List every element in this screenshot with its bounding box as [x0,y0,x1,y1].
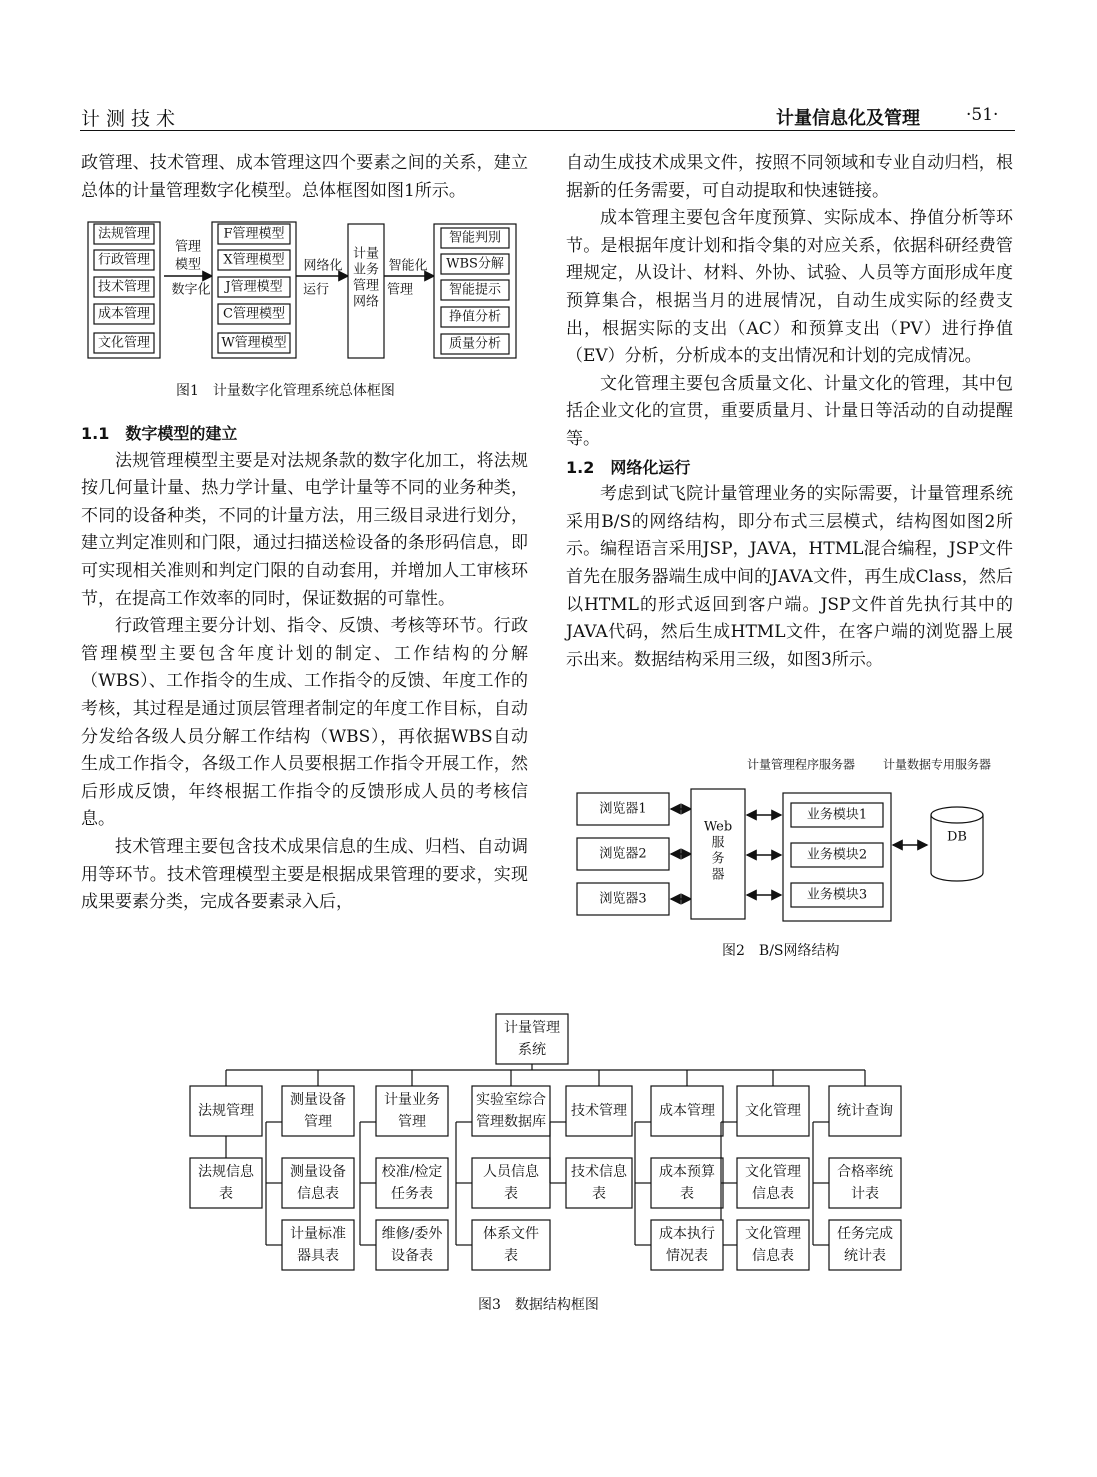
paragraph-technology: 技术管理主要包含技术成果信息的生成、归档、自动调用等环节。技术管理模型主要是根据成果管理的要求，实现成果要素分类，完成各要素录入后， [81,836,528,913]
browser-label: 浏览器3 [599,891,647,907]
network-box-label: 网络 [352,294,380,310]
module-label: 业务模块2 [806,847,868,863]
figure-3-data-structure [190,1010,910,1280]
level3-label: 法规信息 [198,1164,254,1180]
section-1-2-heading: 1.2 网络化运行 [566,457,691,477]
web-server-label: Web [703,819,733,835]
intro-paragraph: 政管理、技术管理、成本管理这四个要素之间的关系，建立总体的计量管理数字化模型。总体框图如图1所示。 [81,153,528,201]
level2-label: 测量设备 [290,1092,346,1108]
section-1-1-heading: 1.1 数字模型的建立 [81,424,238,443]
figure-2-bs-structure [575,755,1015,935]
level2-label: 管理 [398,1114,426,1130]
element-label: 技术管理 [97,279,151,295]
level3-label: 表 [592,1186,606,1202]
paragraph-network: 考虑到试飞院计量管理业务的实际需要，计量管理系统采用B/S的网络结构，即分布式三层模式，结构图如图2所示。编程语言采用JSP，JAVA，HTML混合编程，JSP文件首先在服务器端生成中间的JAVA文件，再生成Class，然后以HTML的形式返回到客户端。JSP文件首先执行其中的JAVA代码，然后生成HTML文件，在客户端的浏览器上展示出来。数据结构采用三级，如图3所示。 [566,484,1013,670]
network-label: 运行 [302,282,330,298]
level3-label: 表 [680,1186,694,1202]
web-server-label: 器 [711,867,725,883]
paragraph-cost: 成本管理主要包含年度预算、实际成本、挣值分析等环节。是根据年度计划和指令集的对应关系，依据科研经费管理规定，从设计、材料、外协、试验、人员等方面形成年度预算集合，根据当月的进展情况，自动生成实际的经费支出，根据实际的支出（AC）和预算支出（PV）进行挣值（EV）分析，分析成本的支出情况和计划的完成情况。 [566,208,1013,367]
journal-name: 计测技术 [81,108,182,130]
level3-label: 文化管理 [745,1164,801,1180]
level3-label: 测量设备 [290,1164,346,1180]
paragraph-regulation: 法规管理模型主要是对法规条款的数字化加工，将法规按几何量计量、热力学计量、电学计量等不同的业务种类，不同的设备种类，不同的计量方法，用三级目录进行划分，建立判定准则和门限，通过扫描送检设备的条形码信息，即可实现相关准则和判定门限的自动套用，并增加人工审核环节，在提高工作效率的同时，保证数据的可靠性。 [81,450,528,609]
level3-label: 计表 [851,1186,879,1202]
level3-label: 人员信息 [483,1164,539,1180]
level3-label: 信息表 [752,1186,794,1202]
data-server-label: 计量数据专用服务器 [883,757,992,772]
level3-label: 表 [219,1186,233,1202]
level3-label: 情况表 [666,1248,708,1264]
network-label: 网络化 [303,258,343,274]
level3-label: 校准/检定 [381,1164,443,1180]
level3-label: 信息表 [297,1186,339,1202]
level3-label: 成本执行 [659,1226,715,1242]
level2-label: 管理 [304,1114,332,1130]
root-label: 系统 [518,1042,546,1058]
level2-label: 技术管理 [571,1103,627,1119]
element-label: 成本管理 [97,306,151,322]
level3-label: 技术信息 [571,1164,627,1180]
level2-label: 法规管理 [198,1103,254,1119]
model-name: X管理模型 [223,252,285,268]
model-name: W管理模型 [221,335,287,351]
figure-1-block-diagram [88,220,528,380]
db-cylinder-body [931,815,983,881]
app-server-label: 计量管理程序服务器 [747,757,856,772]
level2-label: 成本管理 [659,1103,715,1119]
output-label: 智能判別 [448,230,502,246]
paragraph-culture: 文化管理主要包含质量文化、计量文化的管理，其中包括企业文化的宣贯，重要质量月、计量日等活动的自动提醒等。 [566,373,1013,449]
paragraph-administration: 行政管理主要分计划、指令、反馈、考核等环节。行政管理模型主要包含年度计划的制定、工作结构的分解（WBS）、工作指令的生成、工作指令的反馈、年度工作的考核，其过程是通过顶层管理者制定的年度工作目标，自动分发给各级人员分解工作结构（WBS），再依据WBS自动生成工作指令，各级工作人员要根据工作指令开展工作，然后形成反馈，年终根据工作指令的反馈形成人员的考核信息。 [81,616,528,830]
paragraph-tech-cont: 自动生成技术成果文件，按照不同领域和专业自动归档，根据新的任务需要，可自动提取和快速链接。 [566,153,1013,201]
level3-label: 文化管理 [745,1226,801,1242]
model-name: C管理模型 [223,306,285,322]
level3-label: 任务表 [391,1186,433,1202]
output-label: 智能提示 [448,282,502,298]
left-body [81,420,528,917]
level3-label: 成本预算 [659,1164,715,1180]
level3-label: 维修/委外 [381,1226,443,1242]
level3-label: 合格率统 [837,1164,893,1180]
level3-label: 信息表 [752,1248,794,1264]
level2-label: 计量业务 [384,1092,440,1108]
output-label: WBS分解 [446,256,504,272]
level3-label: 表 [504,1248,518,1264]
element-label: 文化管理 [97,335,151,351]
figure-1-caption: 图1 计量数字化管理系统总体框图 [176,383,395,399]
root-label: 计量管理 [504,1020,560,1036]
level2-label: 实验室综合 [476,1092,546,1108]
page-number: ·51· [966,105,999,125]
network-box-label: 计量 [352,246,380,262]
module-label: 业务模块1 [806,807,868,823]
level2-label: 管理数据库 [476,1114,546,1130]
level3-label: 表 [504,1186,518,1202]
output-label: 挣值分析 [448,309,502,325]
db-label: DB [947,829,967,845]
level3-label: 设备表 [391,1248,433,1264]
model-name: J管理模型 [225,279,283,295]
model-label: 模型 [174,257,202,273]
digital-label: 数字化 [171,282,211,298]
level3-label: 计量标准 [290,1226,346,1242]
level3-label: 体系文件 [483,1226,539,1242]
element-label: 法规管理 [97,226,151,242]
figure-2-caption: 图2 B/S网络结构 [722,943,840,959]
module-label: 业务模块3 [806,887,868,903]
figure-3-caption: 图3 数据结构框图 [478,1297,599,1313]
model-label: 管理 [174,239,202,255]
right-body [566,150,1013,674]
browser-label: 浏览器1 [599,801,647,817]
header-rule [80,130,1015,131]
level2-label: 文化管理 [745,1103,801,1119]
element-label: 行政管理 [97,252,151,268]
web-server-label: 服 [711,835,725,851]
network-box-label: 业务 [352,262,380,278]
output-label: 质量分析 [448,336,502,352]
level3-label: 器具表 [297,1248,339,1264]
level3-label: 任务完成 [837,1226,893,1242]
smart-label: 智能化 [388,258,428,274]
db-cylinder-top [931,807,983,823]
level2-label: 统计查询 [837,1103,893,1119]
left-intro [81,150,528,205]
smart-label: 管理 [386,282,414,298]
web-server-label: 务 [711,851,725,867]
section-title: 计量信息化及管理 [776,108,920,129]
browser-label: 浏览器2 [599,846,647,862]
model-name: F管理模型 [223,226,285,242]
level3-label: 统计表 [844,1248,886,1264]
network-box-label: 管理 [352,278,380,294]
